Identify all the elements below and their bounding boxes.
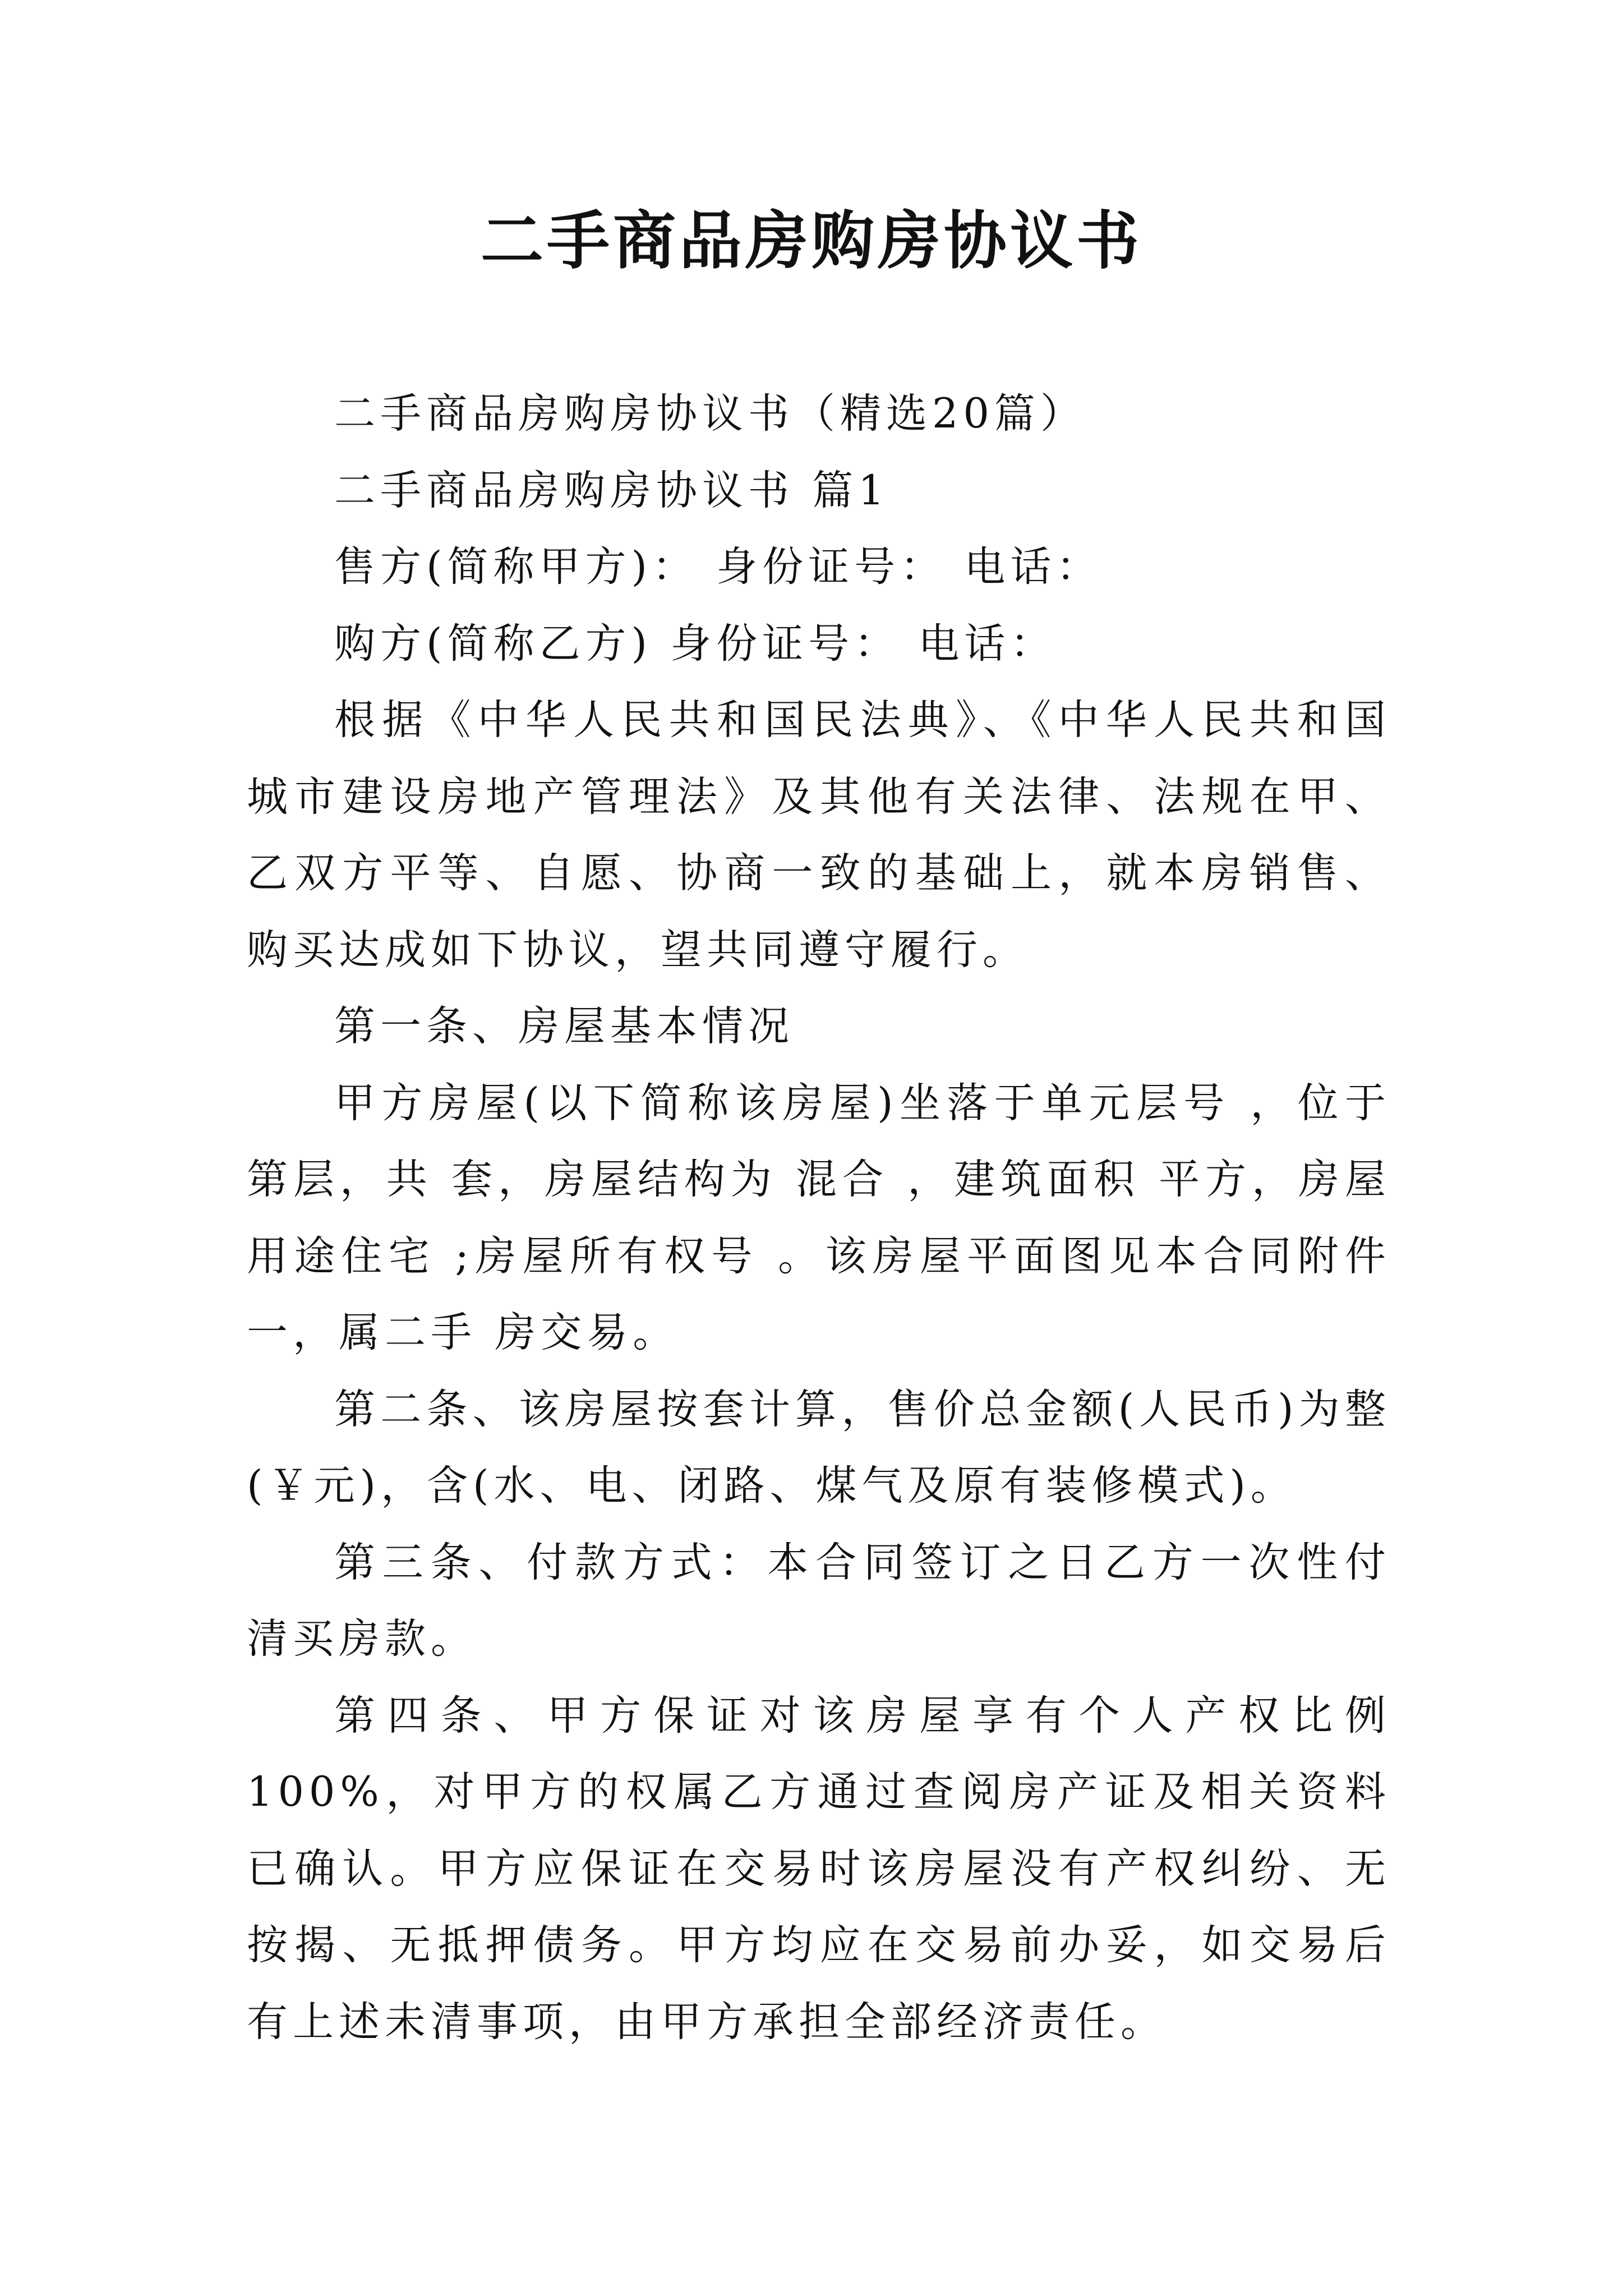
- paragraph-legal-basis: 根据《中华人民共和国民法典》、《中华人民共和国城市建设房地产管理法》及其他有关法律、法规在甲、乙双方平等、自愿、协商一致的基础上，就本房销售、购买达成如下协议，望共同遵守履行。: [247, 696, 1391, 974]
- document-title: 二手商品房购房协议书: [481, 204, 1142, 278]
- paragraph-collection-title: 二手商品房购房协议书（精选20篇）: [334, 390, 1086, 438]
- paragraph-article-2: 第二条、该房屋按套计算，售价总金额(人民币)为整(￥元)，含(水、电、闭路、煤气及原有装修模式)。: [247, 1385, 1391, 1510]
- paragraph-seller-info: 售方(简称甲方)： 身份证号： 电话：: [334, 543, 1103, 591]
- paragraph-buyer-info: 购方(简称乙方) 身份证号： 电话：: [334, 619, 1057, 668]
- paragraph-article-4: 第四条、甲方保证对该房屋享有个人产权比例100%，对甲方的权属乙方通过查阅房产证及相关资料已确认。甲方应保证在交易时该房屋没有产权纠纷、无按揭、无抵押债务。甲方均应在交易前办妥，如交易后有上述未清事项，由甲方承担全部经济责任。: [247, 1691, 1391, 2046]
- paragraph-chapter-heading: 二手商品房购房协议书 篇1: [334, 466, 889, 514]
- paragraph-article-1-body: 甲方房屋(以下简称该房屋)坐落于单元层号 ，位于第层，共 套，房屋结构为 混合 ，建筑面积 平方，房屋用途住宅 ;房屋所有权号 。该房屋平面图见本合同附件一，属二手 房交易。: [247, 1079, 1391, 1356]
- paragraph-article-1-heading: 第一条、房屋基本情况: [334, 1002, 794, 1050]
- paragraph-article-3: 第三条、付款方式：本合同签订之日乙方一次性付清买房款。: [247, 1538, 1391, 1663]
- document-body: [247, 376, 1391, 2060]
